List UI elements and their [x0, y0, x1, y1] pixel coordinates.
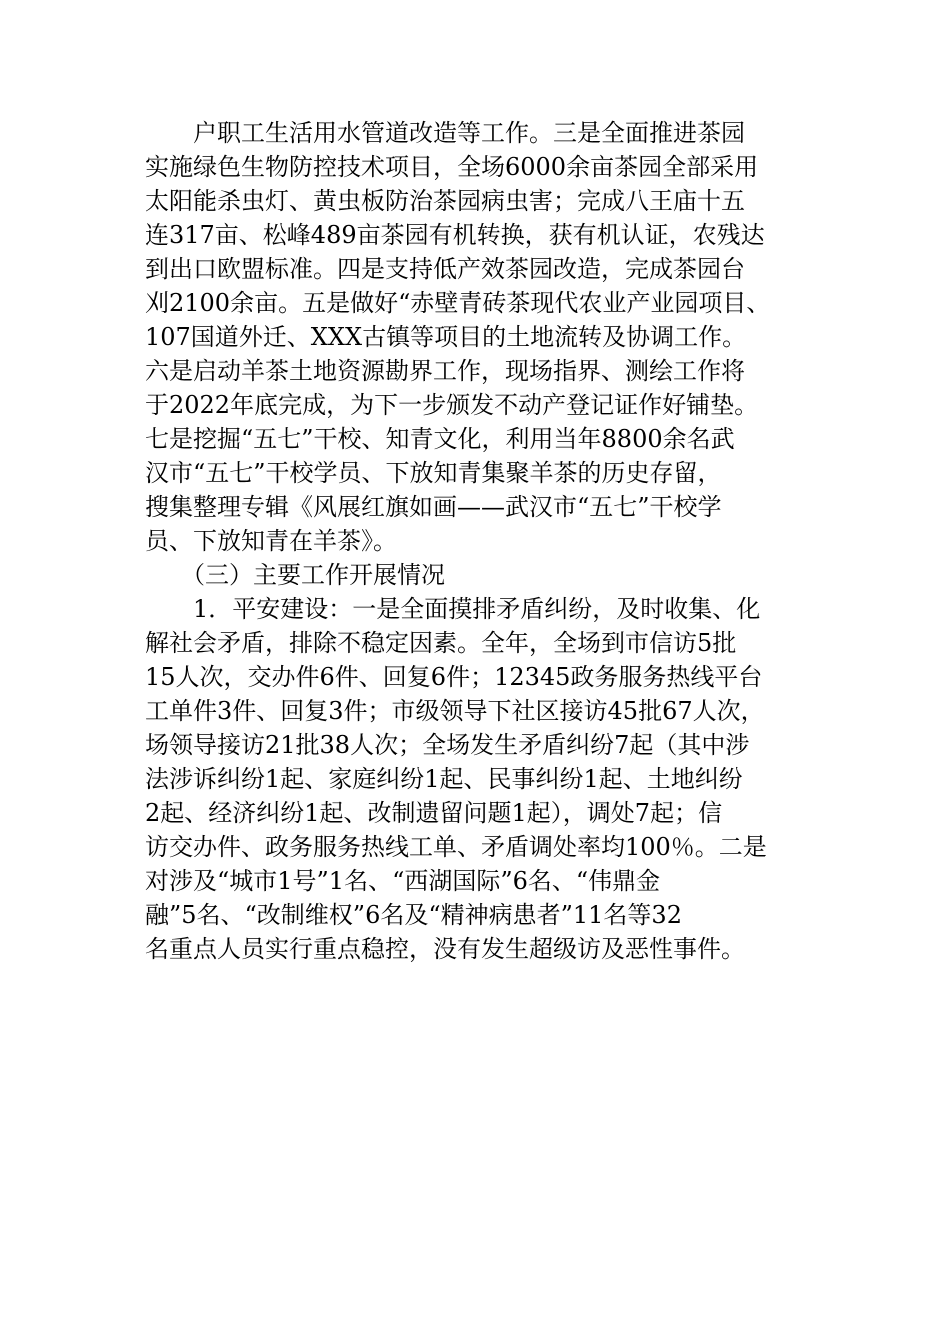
text-line: 107国道外迁、XXX古镇等项目的土地流转及协调工作。 [145, 323, 747, 351]
text-line: 实施绿色生物防控技术项目，全场6000余亩茶园全部采用 [145, 153, 759, 181]
text-line: 到出口欧盟标准。四是支持低产效茶园改造，完成茶园台 [145, 255, 745, 283]
text-line: 七是挖掘“五七”干校、知青文化，利用当年8800余名武 [145, 425, 735, 453]
text-line: 场领导接访21批38人次；全场发生矛盾纠纷7起（其中涉 [145, 731, 750, 759]
text-line: 连317亩、松峰489亩茶园有机转换，获有机认证，农残达 [145, 221, 765, 249]
text-line: 对涉及“城市1号”1名、“西湖国际”6名、“伟鼎金 [145, 867, 661, 895]
text-line: 名重点人员实行重点稳控，没有发生超级访及恶性事件。 [145, 935, 745, 963]
text-line: 工单件3件、回复3件；市级领导下社区接访45批67人次， [145, 697, 765, 725]
text-line: 法涉诉纠纷1起、家庭纠纷1起、民事纠纷1起、土地纠纷 [145, 765, 743, 793]
text-line: 员、下放知青在羊茶》。 [145, 527, 397, 555]
text-line: 六是启动羊茶土地资源勘界工作，现场指界、测绘工作将 [145, 357, 745, 385]
text-line: 访交办件、政务服务热线工单、矛盾调处率均100％。二是 [145, 833, 767, 861]
text-line: 2起、经济纠纷1起、改制遗留问题1起），调处7起；信 [145, 799, 723, 827]
text-line: 于2022年底完成，为下一步颁发不动产登记证作好铺垫。 [145, 391, 759, 419]
document-body [145, 116, 810, 966]
text-line: 汉市“五七”干校学员、下放知青集聚羊茶的历史存留， [145, 459, 722, 487]
text-line: 15人次，交办件6件、回复6件；12345政务服务热线平台 [145, 663, 763, 691]
text-line: 户职工生活用水管道改造等工作。三是全面推进茶园 [145, 119, 745, 147]
text-line: 搜集整理专辑《风展红旗如画——武汉市“五七”干校学 [145, 493, 722, 521]
section-heading: （三）主要工作开展情况 [145, 561, 445, 589]
text-line: 刈2100余亩。五是做好“赤壁青砖茶现代农业产业园项目、 [145, 289, 771, 317]
text-line: 融”5名、“改制维权”6名及“精神病患者”11名等32 [145, 901, 682, 929]
text-line: 解社会矛盾，排除不稳定因素。全年，全场到市信访5批 [145, 629, 737, 657]
text-line: 1．平安建设：一是全面摸排矛盾纠纷，及时收集、化 [145, 595, 761, 623]
text-line: 太阳能杀虫灯、黄虫板防治茶园病虫害；完成八王庙十五 [145, 187, 745, 215]
